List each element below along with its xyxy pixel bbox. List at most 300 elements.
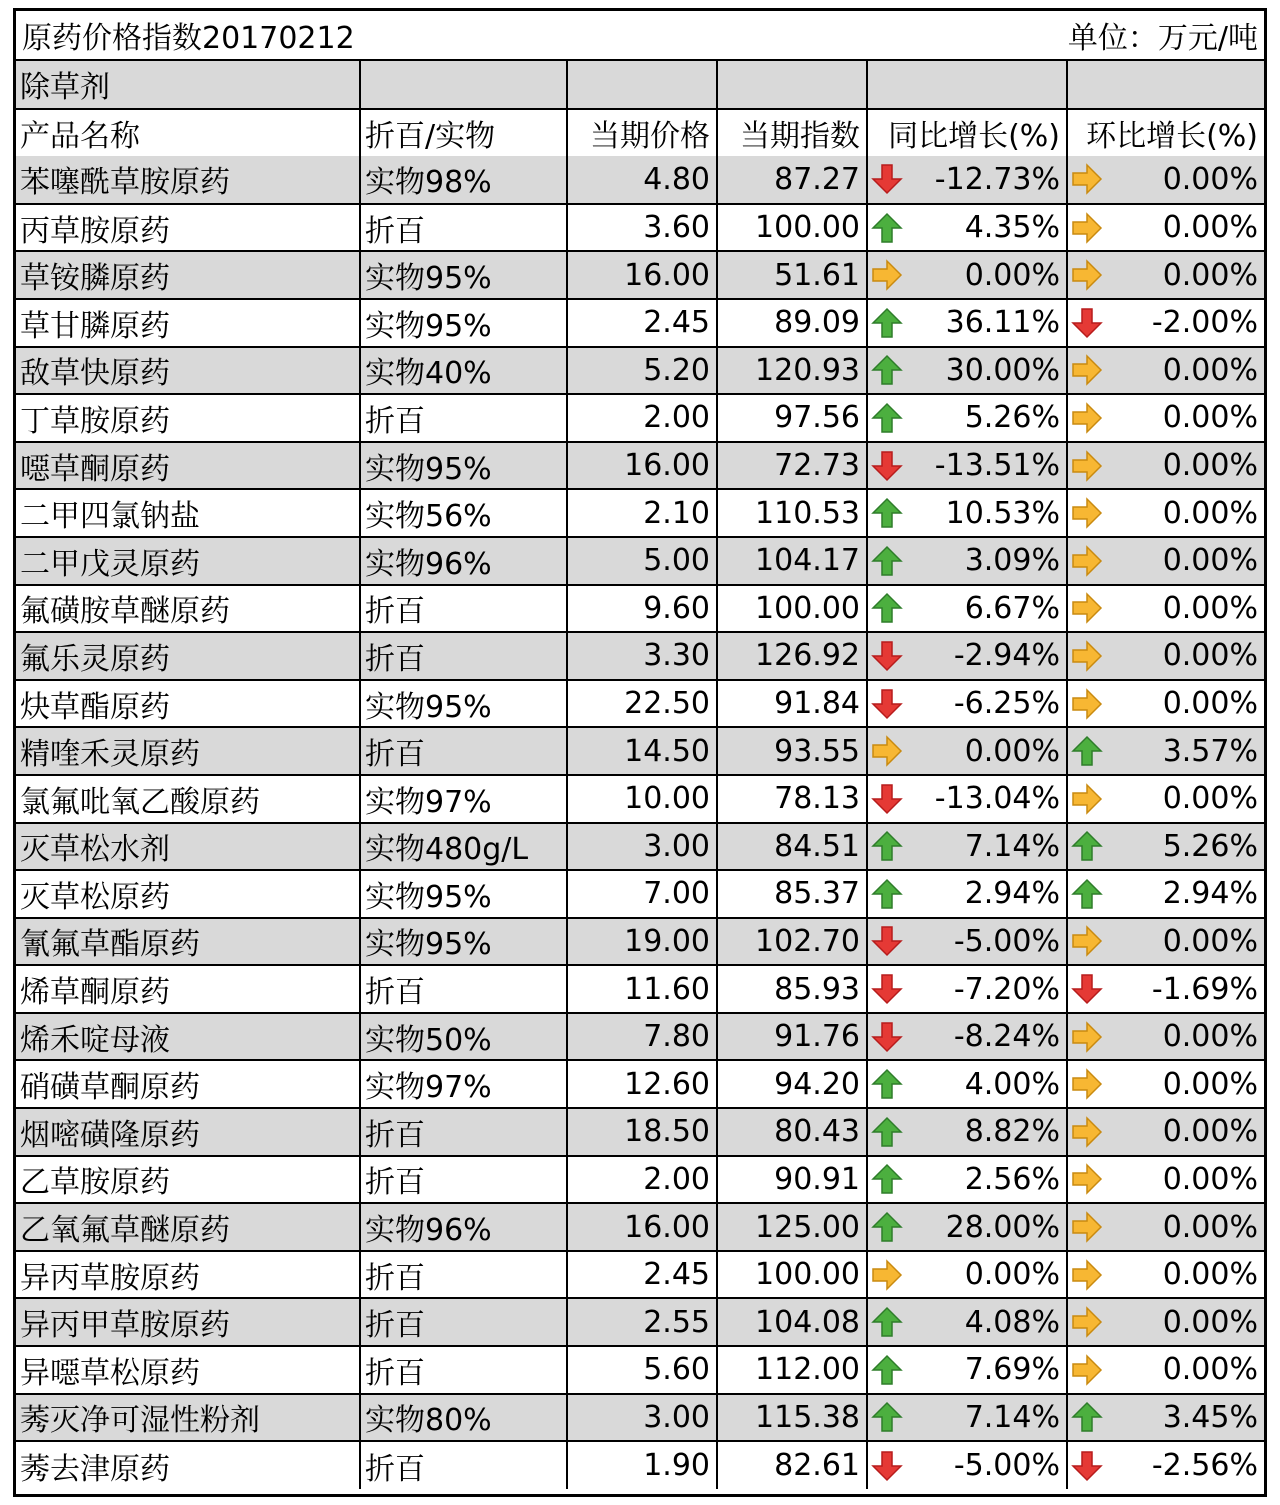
current-price: 7.00 — [567, 870, 717, 918]
mom-value: -2.00% — [1151, 305, 1258, 341]
yoy-cell — [867, 1060, 1067, 1108]
product-name: 异噁草松原药 — [16, 1346, 360, 1394]
arrow-down-icon — [870, 1449, 904, 1483]
current-index: 51.61 — [717, 251, 867, 299]
mom-value: 0.00% — [1162, 448, 1258, 484]
arrow-right-icon — [1070, 162, 1104, 196]
arrow-up-icon — [870, 1353, 904, 1387]
mom-value: 2.94% — [1162, 876, 1258, 912]
arrow-up-icon — [870, 211, 904, 245]
product-spec: 实物80% — [360, 1394, 567, 1442]
yoy-cell — [867, 727, 1067, 775]
mom-value: 0.00% — [1162, 686, 1258, 722]
mom-cell — [1067, 823, 1264, 871]
arrow-right-icon — [1070, 1258, 1104, 1292]
yoy-value: 7.69% — [964, 1352, 1060, 1388]
product-spec: 折百 — [360, 394, 567, 442]
current-index: 110.53 — [717, 489, 867, 537]
product-spec: 折百 — [360, 965, 567, 1013]
mom-value: 0.00% — [1162, 400, 1258, 436]
yoy-cell — [867, 1251, 1067, 1299]
product-name: 二甲戊灵原药 — [16, 537, 360, 585]
arrow-right-icon — [1070, 211, 1104, 245]
product-name: 苯噻酰草胺原药 — [16, 156, 360, 204]
yoy-value: -8.24% — [953, 1019, 1060, 1055]
current-price: 2.45 — [567, 1251, 717, 1299]
mom-value: 0.00% — [1162, 352, 1258, 388]
arrow-up-icon — [870, 1400, 904, 1434]
mom-value: -1.69% — [1151, 971, 1258, 1007]
yoy-value: 4.35% — [964, 210, 1060, 246]
table-row — [16, 394, 1264, 442]
arrow-up-icon — [870, 829, 904, 863]
product-spec: 折百 — [360, 727, 567, 775]
product-spec: 折百 — [360, 1346, 567, 1394]
product-name: 噁草酮原药 — [16, 442, 360, 490]
table-row — [16, 1346, 1264, 1394]
product-name: 氯氟吡氧乙酸原药 — [16, 775, 360, 823]
yoy-cell — [867, 1346, 1067, 1394]
yoy-value: 30.00% — [945, 352, 1060, 388]
product-spec: 实物95% — [360, 680, 567, 728]
current-index: 97.56 — [717, 394, 867, 442]
current-index: 72.73 — [717, 442, 867, 490]
product-spec: 实物98% — [360, 156, 567, 204]
current-index: 87.27 — [717, 156, 867, 204]
arrow-right-icon — [1070, 639, 1104, 673]
yoy-cell — [867, 204, 1067, 252]
current-price: 10.00 — [567, 775, 717, 823]
yoy-cell — [867, 823, 1067, 871]
category-row — [16, 61, 1264, 109]
product-name: 灭草松原药 — [16, 870, 360, 918]
table-row — [16, 823, 1264, 871]
mom-cell — [1067, 299, 1264, 347]
product-name: 氟磺胺草醚原药 — [16, 585, 360, 633]
arrow-right-icon — [1070, 353, 1104, 387]
mom-cell — [1067, 680, 1264, 728]
mom-value: 3.57% — [1162, 733, 1258, 769]
yoy-cell — [867, 965, 1067, 1013]
product-name: 乙草胺原药 — [16, 1156, 360, 1204]
current-index: 78.13 — [717, 775, 867, 823]
mom-cell — [1067, 1108, 1264, 1156]
arrow-up-icon — [870, 1305, 904, 1339]
mom-value: 0.00% — [1162, 257, 1258, 293]
arrow-down-icon — [870, 687, 904, 721]
current-price: 2.10 — [567, 489, 717, 537]
current-price: 19.00 — [567, 918, 717, 966]
table-row — [16, 918, 1264, 966]
sheet-title: 原药价格指数20170212 — [22, 21, 355, 56]
arrow-up-icon — [870, 1115, 904, 1149]
current-index: 100.00 — [717, 1251, 867, 1299]
current-index: 93.55 — [717, 727, 867, 775]
yoy-value: 2.56% — [964, 1161, 1060, 1197]
arrow-right-icon — [1070, 449, 1104, 483]
current-index: 120.93 — [717, 347, 867, 395]
product-spec: 实物97% — [360, 1060, 567, 1108]
product-spec: 折百 — [360, 1251, 567, 1299]
arrow-up-icon — [870, 591, 904, 625]
yoy-cell — [867, 585, 1067, 633]
yoy-value: 4.00% — [964, 1066, 1060, 1102]
arrow-up-icon — [870, 401, 904, 435]
product-name: 莠灭净可湿性粉剂 — [16, 1394, 360, 1442]
current-price: 5.60 — [567, 1346, 717, 1394]
table-row — [16, 870, 1264, 918]
product-spec: 折百 — [360, 204, 567, 252]
yoy-value: 36.11% — [945, 305, 1060, 341]
table-row — [16, 680, 1264, 728]
table-row — [16, 1156, 1264, 1204]
arrow-up-icon — [870, 544, 904, 578]
product-name: 硝磺草酮原药 — [16, 1060, 360, 1108]
current-index: 91.76 — [717, 1013, 867, 1061]
current-price: 3.00 — [567, 823, 717, 871]
arrow-down-icon — [870, 972, 904, 1006]
product-spec: 折百 — [360, 632, 567, 680]
mom-cell — [1067, 1394, 1264, 1442]
yoy-value: 8.82% — [964, 1114, 1060, 1150]
current-price: 14.50 — [567, 727, 717, 775]
mom-cell — [1067, 251, 1264, 299]
arrow-right-icon — [870, 1258, 904, 1292]
category-label: 除草剂 — [16, 61, 360, 109]
current-price: 16.00 — [567, 251, 717, 299]
yoy-cell — [867, 394, 1067, 442]
arrow-right-icon — [1070, 591, 1104, 625]
current-price: 3.60 — [567, 204, 717, 252]
table-row — [16, 251, 1264, 299]
yoy-value: 2.94% — [964, 876, 1060, 912]
mom-cell — [1067, 1251, 1264, 1299]
yoy-cell — [867, 1203, 1067, 1251]
product-spec: 折百 — [360, 1298, 567, 1346]
arrow-down-icon — [870, 782, 904, 816]
arrow-up-icon — [870, 1162, 904, 1196]
yoy-cell — [867, 1013, 1067, 1061]
product-name: 乙氧氟草醚原药 — [16, 1203, 360, 1251]
price-index-sheet — [13, 8, 1267, 1497]
product-name: 精喹禾灵原药 — [16, 727, 360, 775]
current-price: 7.80 — [567, 1013, 717, 1061]
arrow-right-icon — [1070, 544, 1104, 578]
product-spec: 折百 — [360, 1441, 567, 1489]
arrow-down-icon — [1070, 306, 1104, 340]
product-name: 炔草酯原药 — [16, 680, 360, 728]
yoy-value: -12.73% — [934, 161, 1060, 197]
title-row — [16, 11, 1264, 61]
current-price: 18.50 — [567, 1108, 717, 1156]
yoy-value: 4.08% — [964, 1304, 1060, 1340]
product-spec: 实物50% — [360, 1013, 567, 1061]
yoy-value: 0.00% — [964, 257, 1060, 293]
current-price: 22.50 — [567, 680, 717, 728]
product-name: 异丙草胺原药 — [16, 1251, 360, 1299]
arrow-down-icon — [870, 162, 904, 196]
current-index: 126.92 — [717, 632, 867, 680]
mom-cell — [1067, 775, 1264, 823]
product-spec: 折百 — [360, 1156, 567, 1204]
yoy-cell — [867, 1298, 1067, 1346]
table-row — [16, 965, 1264, 1013]
mom-cell — [1067, 1346, 1264, 1394]
arrow-up-icon — [870, 306, 904, 340]
arrow-right-icon — [1070, 1115, 1104, 1149]
current-price: 2.00 — [567, 394, 717, 442]
current-index: 82.61 — [717, 1441, 867, 1489]
mom-value: 0.00% — [1162, 1257, 1258, 1293]
arrow-right-icon — [1070, 924, 1104, 958]
mom-value: 0.00% — [1162, 495, 1258, 531]
product-spec: 折百 — [360, 585, 567, 633]
arrow-right-icon — [1070, 496, 1104, 530]
table-row — [16, 1060, 1264, 1108]
product-name: 灭草松水剂 — [16, 823, 360, 871]
current-price: 3.30 — [567, 632, 717, 680]
mom-cell — [1067, 537, 1264, 585]
arrow-up-icon — [870, 496, 904, 530]
product-spec: 实物95% — [360, 299, 567, 347]
mom-value: 0.00% — [1162, 923, 1258, 959]
table-row — [16, 1203, 1264, 1251]
arrow-right-icon — [1070, 1067, 1104, 1101]
product-name: 氟乐灵原药 — [16, 632, 360, 680]
product-name: 草甘膦原药 — [16, 299, 360, 347]
yoy-cell — [867, 632, 1067, 680]
arrow-down-icon — [870, 639, 904, 673]
current-price: 5.00 — [567, 537, 717, 585]
product-spec: 实物56% — [360, 489, 567, 537]
yoy-cell — [867, 537, 1067, 585]
arrow-right-icon — [1070, 1162, 1104, 1196]
product-spec: 实物95% — [360, 251, 567, 299]
table-row — [16, 727, 1264, 775]
mom-cell — [1067, 204, 1264, 252]
yoy-cell — [867, 918, 1067, 966]
mom-cell — [1067, 1156, 1264, 1204]
current-price: 12.60 — [567, 1060, 717, 1108]
current-index: 100.00 — [717, 204, 867, 252]
mom-value: 5.26% — [1162, 828, 1258, 864]
col-header-yoy: 同比增长(%) — [867, 109, 1067, 157]
current-index: 84.51 — [717, 823, 867, 871]
table-row — [16, 632, 1264, 680]
yoy-cell — [867, 442, 1067, 490]
current-index: 112.00 — [717, 1346, 867, 1394]
yoy-value: -13.51% — [934, 448, 1060, 484]
current-price: 3.00 — [567, 1394, 717, 1442]
arrow-down-icon — [870, 1020, 904, 1054]
yoy-cell — [867, 1441, 1067, 1489]
yoy-cell — [867, 299, 1067, 347]
current-index: 125.00 — [717, 1203, 867, 1251]
yoy-value: -5.00% — [953, 923, 1060, 959]
current-price: 9.60 — [567, 585, 717, 633]
column-header-row — [16, 109, 1264, 157]
current-index: 104.17 — [717, 537, 867, 585]
yoy-value: -2.94% — [953, 638, 1060, 674]
mom-value: 0.00% — [1162, 1209, 1258, 1245]
current-price: 2.55 — [567, 1298, 717, 1346]
current-price: 5.20 — [567, 347, 717, 395]
table-row — [16, 1251, 1264, 1299]
arrow-up-icon — [1070, 877, 1104, 911]
yoy-value: -7.20% — [953, 971, 1060, 1007]
current-price: 2.45 — [567, 299, 717, 347]
arrow-down-icon — [870, 449, 904, 483]
mom-cell — [1067, 632, 1264, 680]
mom-cell — [1067, 489, 1264, 537]
mom-value: 0.00% — [1162, 1019, 1258, 1055]
table-row — [16, 347, 1264, 395]
current-index: 102.70 — [717, 918, 867, 966]
table-row — [16, 204, 1264, 252]
mom-cell — [1067, 394, 1264, 442]
current-index: 91.84 — [717, 680, 867, 728]
arrow-right-icon — [870, 258, 904, 292]
yoy-value: 28.00% — [945, 1209, 1060, 1245]
mom-cell — [1067, 1060, 1264, 1108]
yoy-cell — [867, 1108, 1067, 1156]
current-price: 2.00 — [567, 1156, 717, 1204]
table-row — [16, 299, 1264, 347]
yoy-value: 0.00% — [964, 733, 1060, 769]
mom-value: 0.00% — [1162, 1114, 1258, 1150]
mom-value: 3.45% — [1162, 1399, 1258, 1435]
arrow-right-icon — [1070, 1353, 1104, 1387]
unit-label: 单位：万元/吨 — [1067, 21, 1258, 56]
arrow-up-icon — [870, 1210, 904, 1244]
mom-cell — [1067, 1013, 1264, 1061]
arrow-right-icon — [1070, 1020, 1104, 1054]
current-price: 16.00 — [567, 1203, 717, 1251]
current-index: 104.08 — [717, 1298, 867, 1346]
product-name: 敌草快原药 — [16, 347, 360, 395]
product-spec: 折百 — [360, 1108, 567, 1156]
mom-cell — [1067, 965, 1264, 1013]
arrow-right-icon — [1070, 258, 1104, 292]
product-name: 异丙甲草胺原药 — [16, 1298, 360, 1346]
yoy-cell — [867, 1156, 1067, 1204]
arrow-up-icon — [870, 877, 904, 911]
mom-cell — [1067, 442, 1264, 490]
arrow-down-icon — [870, 924, 904, 958]
yoy-value: 5.26% — [964, 400, 1060, 436]
yoy-value: 3.09% — [964, 543, 1060, 579]
product-name: 二甲四氯钠盐 — [16, 489, 360, 537]
mom-value: 0.00% — [1162, 1352, 1258, 1388]
yoy-cell — [867, 1394, 1067, 1442]
mom-value: 0.00% — [1162, 210, 1258, 246]
arrow-up-icon — [1070, 829, 1104, 863]
arrow-right-icon — [1070, 782, 1104, 816]
mom-value: 0.00% — [1162, 590, 1258, 626]
product-name: 丙草胺原药 — [16, 204, 360, 252]
product-name: 丁草胺原药 — [16, 394, 360, 442]
mom-cell — [1067, 347, 1264, 395]
product-name: 烟嘧磺隆原药 — [16, 1108, 360, 1156]
table-row — [16, 585, 1264, 633]
mom-value: 0.00% — [1162, 161, 1258, 197]
yoy-value: -6.25% — [953, 686, 1060, 722]
table-row — [16, 442, 1264, 490]
current-index: 80.43 — [717, 1108, 867, 1156]
yoy-cell — [867, 251, 1067, 299]
yoy-value: 6.67% — [964, 590, 1060, 626]
arrow-right-icon — [1070, 687, 1104, 721]
yoy-value: -13.04% — [934, 781, 1060, 817]
table-row — [16, 1441, 1264, 1489]
product-spec: 实物96% — [360, 537, 567, 585]
mom-value: 0.00% — [1162, 1161, 1258, 1197]
current-index: 94.20 — [717, 1060, 867, 1108]
table-row — [16, 1108, 1264, 1156]
arrow-up-icon — [870, 353, 904, 387]
yoy-value: 0.00% — [964, 1257, 1060, 1293]
mom-value: 0.00% — [1162, 543, 1258, 579]
mom-value: 0.00% — [1162, 781, 1258, 817]
mom-value: 0.00% — [1162, 1304, 1258, 1340]
yoy-value: 7.14% — [964, 828, 1060, 864]
yoy-value: 10.53% — [945, 495, 1060, 531]
mom-value: 0.00% — [1162, 638, 1258, 674]
product-name: 氰氟草酯原药 — [16, 918, 360, 966]
product-spec: 实物96% — [360, 1203, 567, 1251]
mom-cell — [1067, 1203, 1264, 1251]
col-header-price: 当期价格 — [567, 109, 717, 157]
price-table — [16, 61, 1264, 1489]
col-header-spec: 折百/实物 — [360, 109, 567, 157]
mom-cell — [1067, 156, 1264, 204]
product-name: 烯草酮原药 — [16, 965, 360, 1013]
mom-value: 0.00% — [1162, 1066, 1258, 1102]
table-row — [16, 156, 1264, 204]
yoy-cell — [867, 156, 1067, 204]
mom-cell — [1067, 1441, 1264, 1489]
product-spec: 实物97% — [360, 775, 567, 823]
product-spec: 实物40% — [360, 347, 567, 395]
table-row — [16, 489, 1264, 537]
yoy-cell — [867, 775, 1067, 823]
mom-value: -2.56% — [1151, 1448, 1258, 1484]
current-index: 90.91 — [717, 1156, 867, 1204]
current-price: 16.00 — [567, 442, 717, 490]
yoy-cell — [867, 870, 1067, 918]
arrow-right-icon — [870, 734, 904, 768]
yoy-cell — [867, 680, 1067, 728]
col-header-mom: 环比增长(%) — [1086, 118, 1258, 154]
arrow-down-icon — [1070, 972, 1104, 1006]
product-spec: 实物95% — [360, 442, 567, 490]
yoy-value: -5.00% — [953, 1448, 1060, 1484]
current-price: 4.80 — [567, 156, 717, 204]
mom-cell — [1067, 1298, 1264, 1346]
arrow-down-icon — [1070, 1449, 1104, 1483]
table-row — [16, 775, 1264, 823]
product-name: 烯禾啶母液 — [16, 1013, 360, 1061]
current-price: 1.90 — [567, 1441, 717, 1489]
current-index: 100.00 — [717, 585, 867, 633]
current-index: 115.38 — [717, 1394, 867, 1442]
current-index: 85.37 — [717, 870, 867, 918]
yoy-cell — [867, 489, 1067, 537]
product-spec: 实物480g/L — [360, 823, 567, 871]
arrow-up-icon — [870, 1067, 904, 1101]
product-spec: 实物95% — [360, 870, 567, 918]
arrow-up-icon — [1070, 734, 1104, 768]
